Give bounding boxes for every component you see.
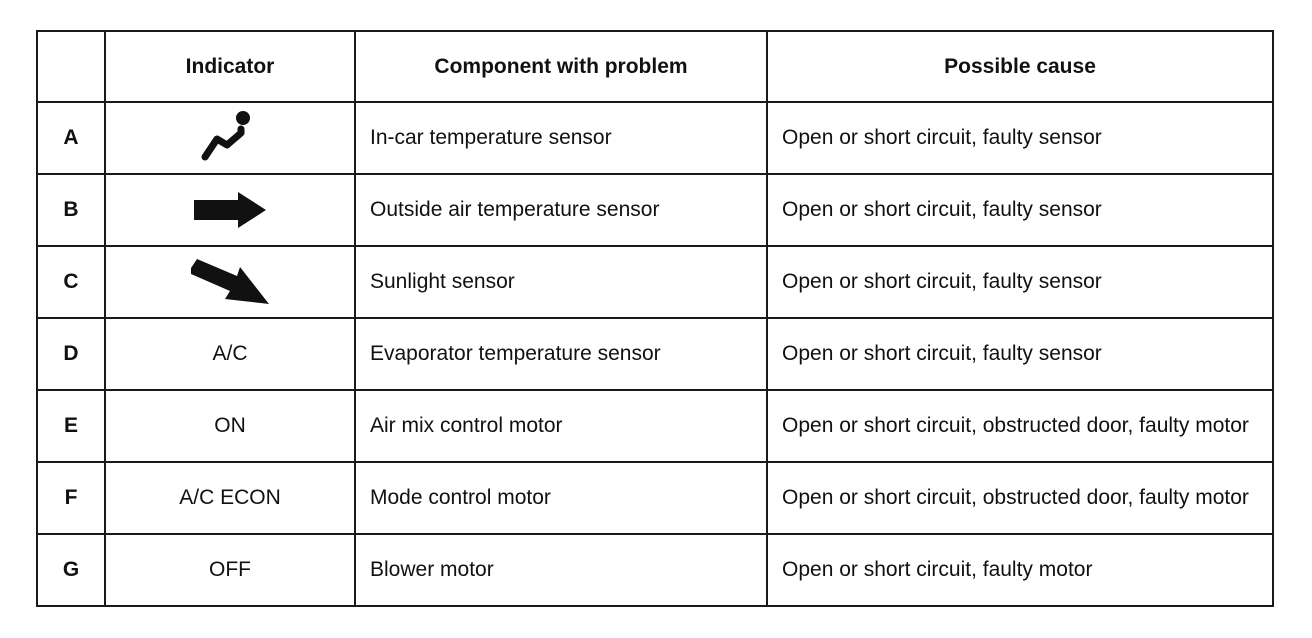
cause-cell: Open or short circuit, faulty sensor bbox=[767, 102, 1273, 174]
table-row bbox=[37, 534, 1273, 606]
header-cause: Possible cause bbox=[767, 31, 1273, 102]
diagnostic-table bbox=[36, 30, 1274, 607]
cause-cell: Open or short circuit, obstructed door, faulty motor bbox=[767, 390, 1273, 462]
row-code: A bbox=[37, 102, 105, 174]
table-row bbox=[37, 318, 1273, 390]
table-row bbox=[37, 102, 1273, 174]
row-code: E bbox=[37, 390, 105, 462]
table-row bbox=[37, 462, 1273, 534]
component-cell: Sunlight sensor bbox=[355, 246, 767, 318]
indicator-text: OFF bbox=[105, 534, 355, 606]
indicator-text: A/C bbox=[105, 318, 355, 390]
row-code: C bbox=[37, 246, 105, 318]
component-cell: Blower motor bbox=[355, 534, 767, 606]
seated-person-icon bbox=[197, 109, 263, 167]
cause-cell: Open or short circuit, faulty sensor bbox=[767, 246, 1273, 318]
table-row bbox=[37, 174, 1273, 246]
cause-cell: Open or short circuit, faulty sensor bbox=[767, 318, 1273, 390]
cause-cell: Open or short circuit, faulty motor bbox=[767, 534, 1273, 606]
table-row bbox=[37, 390, 1273, 462]
header-component: Component with problem bbox=[355, 31, 767, 102]
header-code bbox=[37, 31, 105, 102]
down-right-arrow-icon bbox=[189, 258, 271, 306]
header-row bbox=[37, 31, 1273, 102]
component-cell: Outside air temperature sensor bbox=[355, 174, 767, 246]
indicator-text: A/C ECON bbox=[105, 462, 355, 534]
row-code: F bbox=[37, 462, 105, 534]
row-code: G bbox=[37, 534, 105, 606]
component-cell: Mode control motor bbox=[355, 462, 767, 534]
indicator-cell bbox=[105, 174, 355, 246]
table-row bbox=[37, 246, 1273, 318]
indicator-cell bbox=[105, 102, 355, 174]
component-cell: Evaporator temperature sensor bbox=[355, 318, 767, 390]
header-indicator: Indicator bbox=[105, 31, 355, 102]
row-code: D bbox=[37, 318, 105, 390]
indicator-cell bbox=[105, 246, 355, 318]
cause-cell: Open or short circuit, obstructed door, faulty motor bbox=[767, 462, 1273, 534]
component-cell: In-car temperature sensor bbox=[355, 102, 767, 174]
row-code: B bbox=[37, 174, 105, 246]
indicator-text: ON bbox=[105, 390, 355, 462]
cause-cell: Open or short circuit, faulty sensor bbox=[767, 174, 1273, 246]
right-arrow-icon bbox=[192, 190, 268, 230]
component-cell: Air mix control motor bbox=[355, 390, 767, 462]
